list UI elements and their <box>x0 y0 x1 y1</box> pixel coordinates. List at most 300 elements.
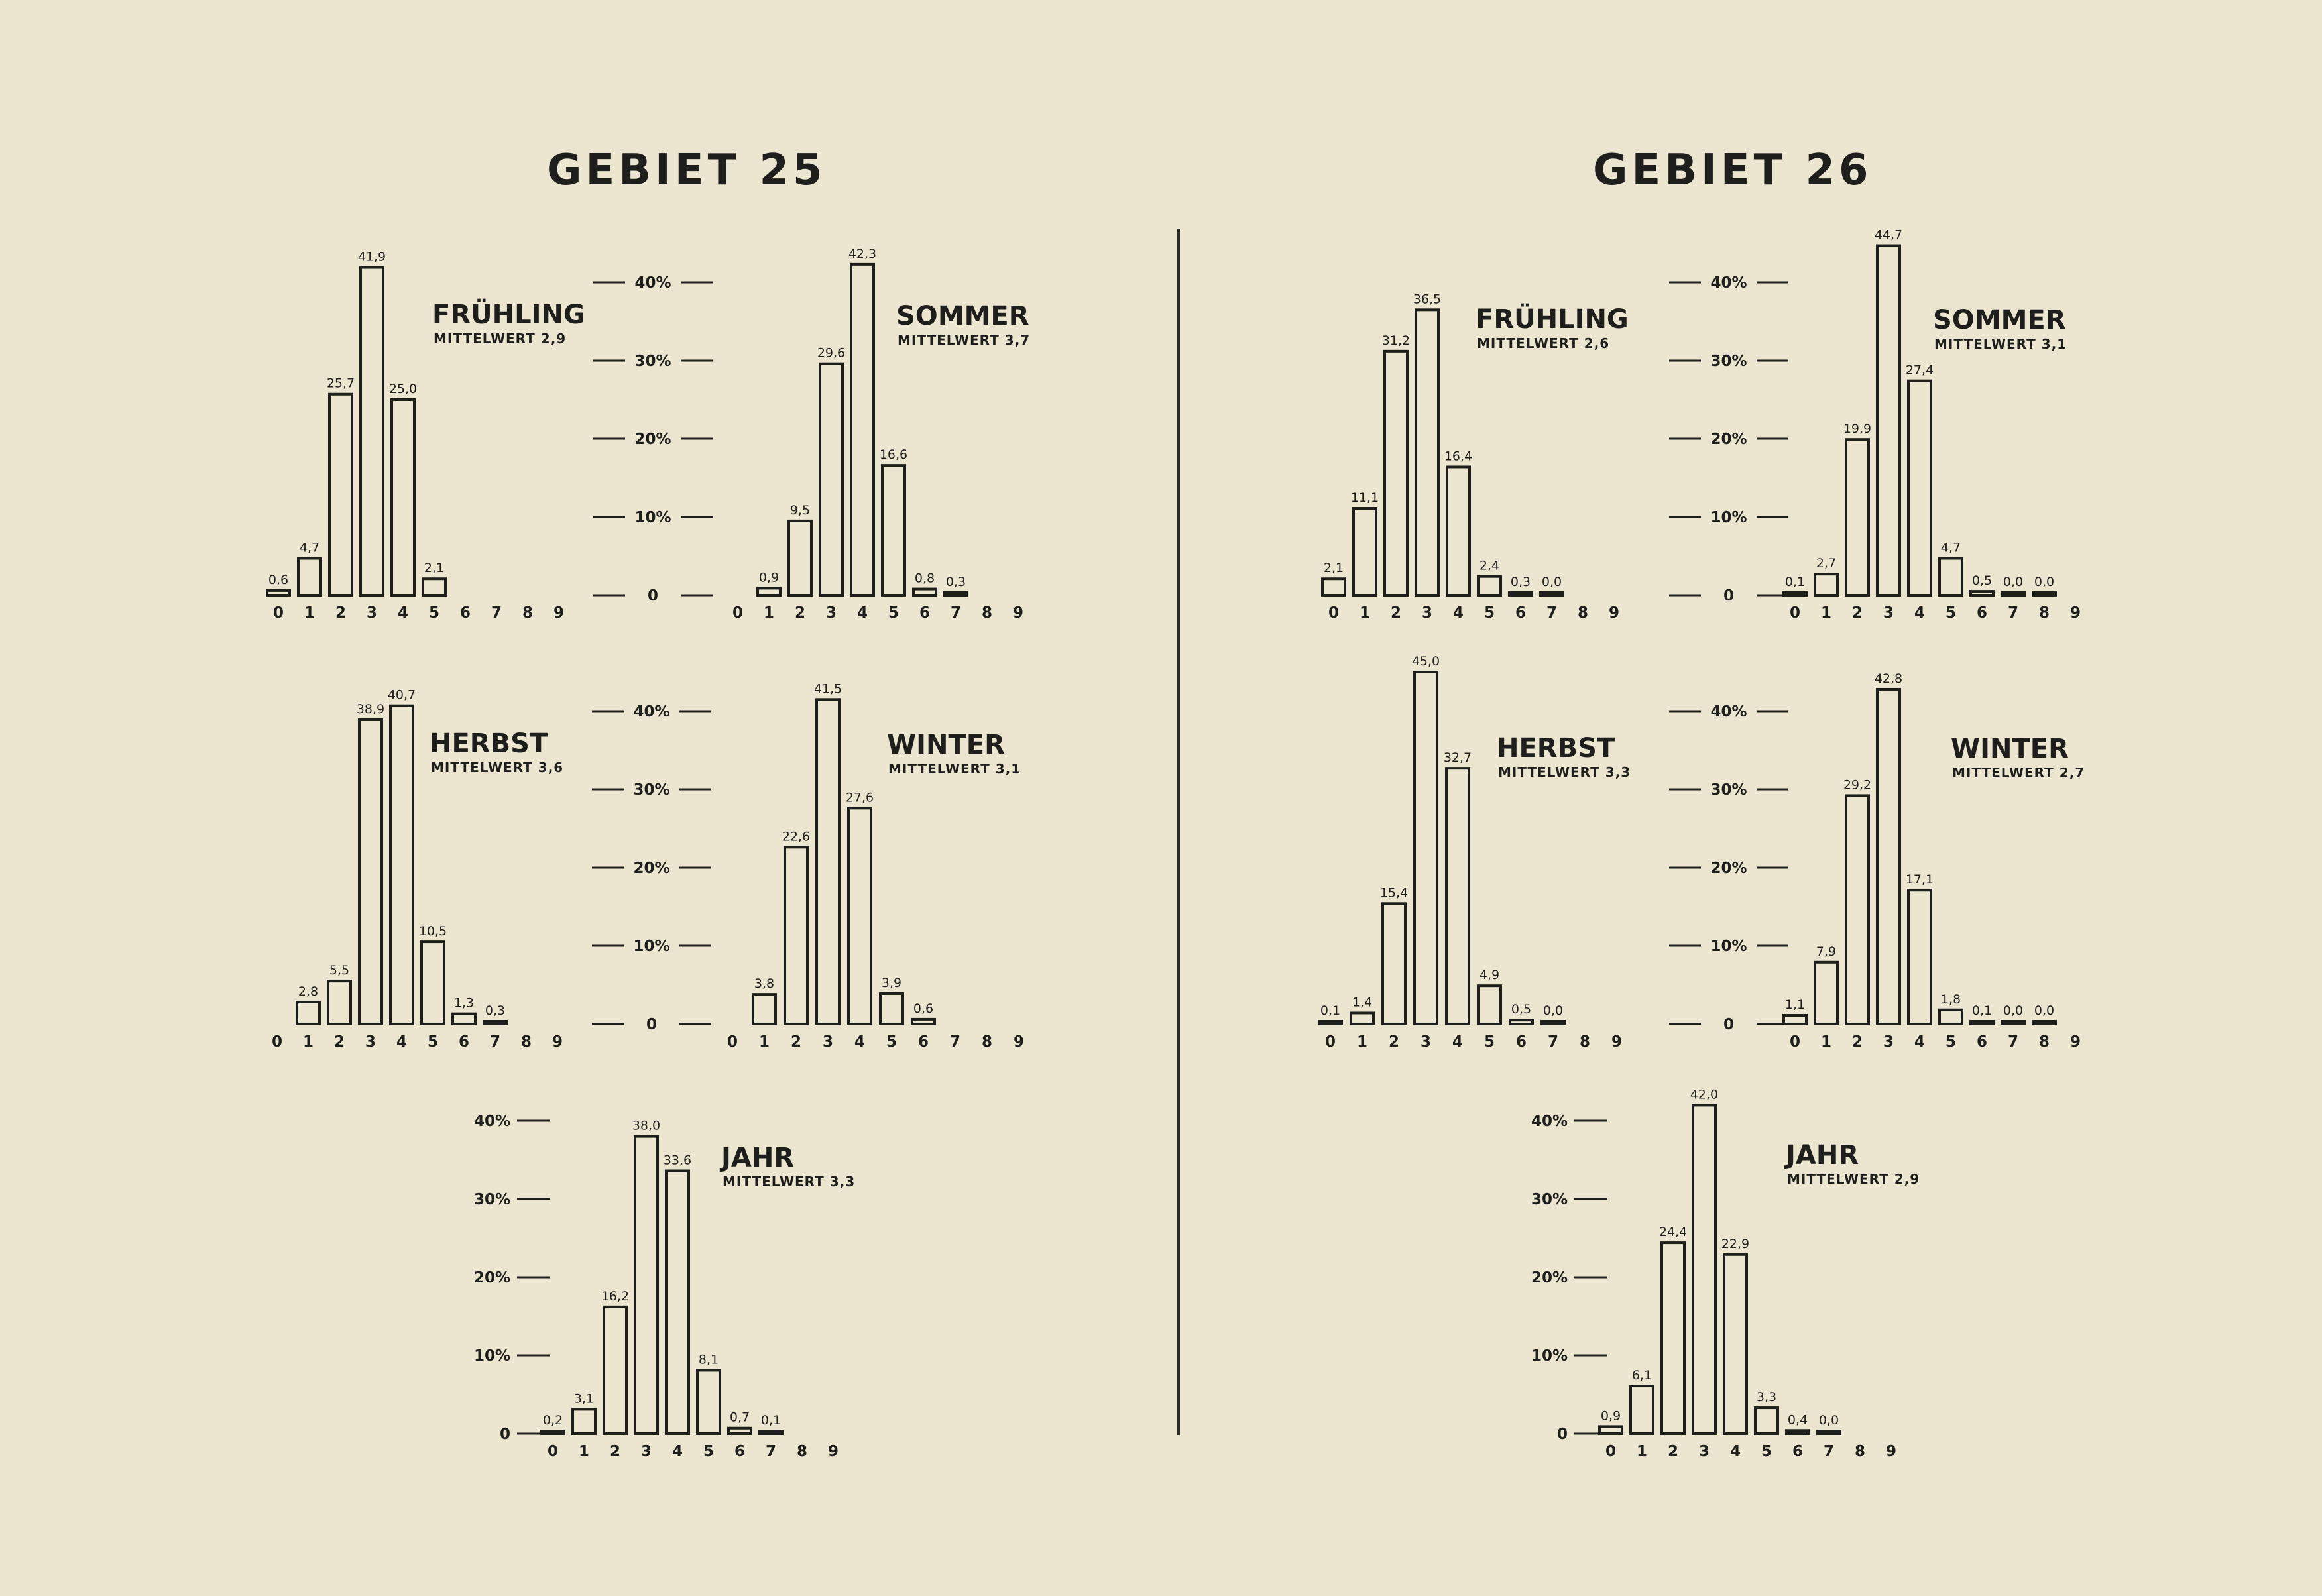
chart-5-bar <box>728 1428 751 1434</box>
chart-6-tick-label: 4 <box>1452 604 1464 622</box>
chart-6-bar <box>1354 508 1376 595</box>
chart-3-bar <box>328 981 351 1024</box>
chart-10-title: JAHR <box>1786 1140 1859 1170</box>
chart-3-subtitle: MITTELWERT 3,6 <box>431 760 564 775</box>
chart-1-bar <box>298 559 321 595</box>
chart-9-bar <box>2033 1021 2056 1024</box>
chart-5-value-label: 38,0 <box>632 1118 661 1133</box>
chart-9-bar <box>1815 962 1837 1024</box>
percent-axis-1-label: 20% <box>634 431 671 448</box>
chart-7-value-label: 0,5 <box>1971 573 1993 589</box>
chart-6-tick-label: 2 <box>1390 604 1402 622</box>
percent-axis-5-label: 40% <box>1710 703 1747 720</box>
chart-1-title: FRÜHLING <box>432 300 585 330</box>
chart-5-tick-label: 0 <box>547 1443 559 1460</box>
chart-4-tick-label: 8 <box>981 1033 993 1051</box>
percent-axis-4-label: 0 <box>1723 587 1735 604</box>
chart-10-tick-label: 3 <box>1698 1443 1710 1460</box>
chart-10-tick-label: 5 <box>1761 1443 1772 1460</box>
chart-10-tick-label: 1 <box>1636 1443 1648 1460</box>
chart-7-bar <box>1908 381 1931 595</box>
chart-7-value-label: 0,0 <box>2003 575 2024 589</box>
chart-9-value-label: 42,8 <box>1874 671 1903 686</box>
chart-5-value-label: 0,2 <box>542 1413 563 1428</box>
chart-9-bar <box>1908 890 1931 1024</box>
chart-7-tick-label: 5 <box>1945 604 1957 622</box>
chart-1-value-label: 4,7 <box>299 540 320 555</box>
chart-3-tick-label: 5 <box>427 1033 439 1051</box>
chart-6-value-label: 11,1 <box>1350 490 1379 506</box>
chart-1-tick-label: 1 <box>304 604 316 622</box>
chart-6-bar <box>1322 579 1345 595</box>
chart-3-tick-label: 8 <box>520 1033 532 1051</box>
chart-10-bar <box>1786 1430 1809 1434</box>
chart-8-tick-label: 8 <box>1579 1033 1591 1051</box>
chart-10-tick-label: 6 <box>1792 1443 1804 1460</box>
chart-5-tick-label: 7 <box>765 1443 777 1460</box>
chart-9-value-label: 1,1 <box>1784 997 1806 1013</box>
chart-8-tick-label: 2 <box>1388 1033 1400 1051</box>
chart-6-bar <box>1416 310 1438 595</box>
chart-8-tick-label: 4 <box>1452 1033 1464 1051</box>
chart-6-value-label: 2,4 <box>1479 558 1500 573</box>
chart-5-tick-label: 6 <box>734 1443 746 1460</box>
chart-7-value-label: 19,9 <box>1843 422 1872 437</box>
chart-4-tick-label: 2 <box>790 1033 802 1051</box>
percent-axis-1-label: 10% <box>634 509 671 526</box>
chart-2-value-label: 42,3 <box>848 246 877 261</box>
chart-2-tick-label: 5 <box>888 604 900 622</box>
chart-5-tick-label: 5 <box>703 1443 715 1460</box>
chart-7-value-label: 4,7 <box>1940 540 1961 555</box>
chart-8-tick-label: 5 <box>1483 1033 1495 1051</box>
chart-9-tick-label: 5 <box>1945 1033 1957 1051</box>
chart-3-value-label: 1,3 <box>453 996 475 1011</box>
chart-5-bar <box>573 1409 595 1434</box>
chart-5-value-label: 16,2 <box>601 1288 630 1304</box>
chart-4-tick-label: 1 <box>758 1033 770 1051</box>
chart-4-value-label: 0,6 <box>913 1001 934 1016</box>
chart-1-value-label: 2,1 <box>424 561 445 576</box>
chart-7-value-label: 0,1 <box>1784 575 1806 589</box>
region-title-gebiet-26: GEBIET 26 <box>1593 146 1873 195</box>
percent-axis-6-label: 30% <box>1531 1191 1568 1208</box>
chart-7-bar <box>1846 439 1869 595</box>
chart-7-tick-label: 3 <box>1883 604 1894 622</box>
chart-6-tick-label: 5 <box>1483 604 1495 622</box>
chart-6-tick-label: 3 <box>1421 604 1433 622</box>
chart-7-bar <box>2002 593 2024 595</box>
chart-2-tick-label: 0 <box>732 604 744 622</box>
chart-6-tick-label: 8 <box>1577 604 1589 622</box>
chart-6-bar <box>1509 593 1532 595</box>
chart-2-value-label: 16,6 <box>879 447 908 463</box>
chart-9-value-label: 29,2 <box>1843 777 1872 793</box>
percent-axis-5-label: 20% <box>1710 860 1747 877</box>
chart-3-tick-label: 0 <box>271 1033 283 1051</box>
chart-4-tick-label: 6 <box>917 1033 929 1051</box>
chart-3-tick-label: 6 <box>458 1033 470 1051</box>
chart-4-bar <box>848 808 871 1024</box>
chart-9-bar <box>1877 689 1900 1024</box>
chart-4-bar <box>880 994 903 1024</box>
chart-2-value-label: 9,5 <box>789 502 811 518</box>
chart-7-title: SOMMER <box>1933 305 2066 335</box>
chart-6-tick-label: 7 <box>1546 604 1558 622</box>
percent-axis-6-label: 10% <box>1531 1347 1568 1365</box>
chart-8-value-label: 4,9 <box>1479 968 1500 983</box>
chart-3-value-label: 38,9 <box>356 701 385 716</box>
chart-10-bar <box>1755 1408 1778 1434</box>
chart-8-value-label: 1,4 <box>1352 995 1373 1010</box>
percent-axis-3-label: 0 <box>499 1426 510 1443</box>
chart-5-value-label: 8,1 <box>698 1352 719 1367</box>
chart-9-value-label: 0,0 <box>2034 1003 2055 1018</box>
chart-9-tick-label: 9 <box>2069 1033 2081 1051</box>
chart-1-value-label: 25,7 <box>326 376 355 391</box>
chart-8-title: HERBST <box>1497 733 1615 764</box>
chart-7-subtitle: MITTELWERT 3,1 <box>1934 336 2067 352</box>
chart-8-bar <box>1415 672 1437 1024</box>
chart-8-tick-label: 3 <box>1420 1033 1432 1051</box>
chart-8-bar <box>1319 1021 1342 1024</box>
chart-7-value-label: 27,4 <box>1905 363 1934 378</box>
chart-10-value-label: 3,3 <box>1756 1390 1777 1405</box>
chart-2-tick-label: 3 <box>825 604 837 622</box>
chart-2-tick-label: 7 <box>950 604 962 622</box>
chart-7-bar <box>1877 246 1900 595</box>
chart-4-bar <box>912 1019 935 1024</box>
chart-8-subtitle: MITTELWERT 3,3 <box>1498 764 1631 780</box>
chart-1-value-label: 25,0 <box>388 382 418 396</box>
chart-3-bar <box>390 706 413 1024</box>
chart-2-tick-label: 2 <box>794 604 806 622</box>
chart-2-bar <box>945 593 967 595</box>
percent-axis-2-label: 10% <box>633 938 670 955</box>
chart-3-tick-label: 7 <box>489 1033 501 1051</box>
chart-10-value-label: 22,9 <box>1721 1236 1750 1251</box>
chart-4-bar <box>817 699 839 1024</box>
chart-5-value-label: 3,1 <box>573 1391 595 1406</box>
chart-9-tick-label: 1 <box>1820 1033 1832 1051</box>
chart-1-tick-label: 2 <box>335 604 347 622</box>
percent-axis-1-label: 40% <box>634 274 671 292</box>
chart-5-value-label: 0,7 <box>729 1410 750 1425</box>
chart-7-tick-label: 0 <box>1789 604 1801 622</box>
chart-5-value-label: 0,1 <box>760 1413 782 1428</box>
chart-8-tick-label: 7 <box>1547 1033 1559 1051</box>
chart-1-bar <box>267 591 290 595</box>
chart-5-tick-label: 2 <box>609 1443 621 1460</box>
chart-5-tick-label: 9 <box>827 1443 839 1460</box>
chart-2-value-label: 0,8 <box>914 571 935 586</box>
chart-3-value-label: 0,3 <box>485 1003 506 1018</box>
chart-3-tick-label: 3 <box>365 1033 377 1051</box>
chart-10-value-label: 0,4 <box>1787 1412 1808 1428</box>
chart-9-value-label: 7,9 <box>1816 944 1837 959</box>
chart-6-tick-label: 9 <box>1608 604 1620 622</box>
chart-5-tick-label: 1 <box>578 1443 590 1460</box>
chart-7-tick-label: 6 <box>1976 604 1988 622</box>
region-title-gebiet-25: GEBIET 25 <box>547 146 827 195</box>
chart-9-bar <box>1846 795 1869 1024</box>
chart-4-value-label: 41,5 <box>813 681 842 697</box>
chart-9-tick-label: 2 <box>1851 1033 1863 1051</box>
chart-2-subtitle: MITTELWERT 3,7 <box>898 332 1031 348</box>
chart-9-tick-label: 7 <box>2007 1033 2019 1051</box>
chart-8-bar <box>1478 986 1501 1024</box>
percent-axis-6-label: 40% <box>1531 1113 1568 1130</box>
chart-4-value-label: 27,6 <box>845 790 874 805</box>
chart-4-tick-label: 9 <box>1013 1033 1025 1051</box>
chart-6-bar <box>1540 593 1563 595</box>
percent-axis-2-label: 30% <box>633 781 670 799</box>
chart-8-tick-label: 1 <box>1356 1033 1368 1051</box>
chart-1-tick-label: 6 <box>459 604 471 622</box>
percent-axis-3-label: 20% <box>473 1269 510 1286</box>
chart-3-title: HERBST <box>430 728 548 759</box>
chart-4-title: WINTER <box>887 730 1005 760</box>
chart-10-bar <box>1818 1431 1840 1434</box>
chart-5-bar <box>666 1171 689 1434</box>
chart-5-title: JAHR <box>721 1143 795 1173</box>
chart-2-bar <box>820 364 842 595</box>
chart-8-value-label: 45,0 <box>1411 654 1440 669</box>
chart-8-value-label: 32,7 <box>1443 750 1472 766</box>
chart-2-tick-label: 1 <box>763 604 775 622</box>
chart-9-title: WINTER <box>1951 734 2069 764</box>
chart-2-bar <box>882 465 905 595</box>
chart-10-tick-label: 2 <box>1667 1443 1679 1460</box>
chart-6-value-label: 31,2 <box>1381 333 1411 348</box>
chart-4-bar <box>753 994 776 1024</box>
chart-4-subtitle: MITTELWERT 3,1 <box>888 761 1021 777</box>
chart-9-bar <box>1940 1010 1962 1024</box>
chart-10-value-label: 42,0 <box>1690 1087 1719 1102</box>
chart-4-value-label: 3,9 <box>881 975 902 990</box>
chart-1-tick-label: 7 <box>491 604 502 622</box>
chart-9-value-label: 1,8 <box>1940 992 1961 1007</box>
percent-axis-4-label: 20% <box>1710 431 1747 448</box>
chart-2-bar <box>913 589 936 595</box>
chart-10-bar <box>1662 1243 1684 1434</box>
chart-6-value-label: 2,1 <box>1323 561 1344 576</box>
chart-3-bar <box>422 942 444 1024</box>
chart-8-value-label: 0,0 <box>1542 1003 1564 1018</box>
chart-6-bar <box>1478 577 1501 595</box>
chart-6-value-label: 0,3 <box>1510 575 1531 589</box>
chart-1-tick-label: 5 <box>428 604 440 622</box>
chart-2-value-label: 0,3 <box>945 575 966 589</box>
chart-3-bar <box>453 1014 475 1024</box>
chart-10-bar <box>1631 1386 1653 1434</box>
chart-8-bar <box>1542 1021 1564 1024</box>
chart-9-bar <box>1971 1021 1993 1024</box>
chart-6-subtitle: MITTELWERT 2,6 <box>1477 335 1610 351</box>
chart-2-title: SOMMER <box>896 301 1029 331</box>
chart-8-value-label: 15,4 <box>1379 885 1409 901</box>
chart-1-bar <box>329 394 352 595</box>
percent-axis-1-label: 30% <box>634 353 671 370</box>
chart-2-value-label: 0,9 <box>758 570 780 585</box>
chart-4-value-label: 22,6 <box>782 829 811 844</box>
percent-axis-2-label: 0 <box>646 1016 658 1033</box>
chart-9-value-label: 17,1 <box>1905 872 1934 887</box>
chart-1-tick-label: 0 <box>272 604 284 622</box>
chart-9-tick-label: 4 <box>1914 1033 1926 1051</box>
chart-3-tick-label: 1 <box>302 1033 314 1051</box>
chart-1-bar <box>392 400 414 595</box>
chart-6-title: FRÜHLING <box>1476 304 1629 335</box>
percent-axis-2-label: 40% <box>633 703 670 720</box>
chart-7-value-label: 2,7 <box>1816 556 1837 571</box>
chart-6-tick-label: 0 <box>1328 604 1340 622</box>
chart-10-tick-label: 0 <box>1605 1443 1617 1460</box>
chart-6-bar <box>1385 351 1407 595</box>
chart-9-subtitle: MITTELWERT 2,7 <box>1952 765 2085 781</box>
chart-3-value-label: 10,5 <box>418 924 447 939</box>
chart-5-bar <box>697 1370 720 1434</box>
chart-8-tick-label: 9 <box>1611 1033 1623 1051</box>
chart-9-value-label: 0,1 <box>1971 1003 1993 1018</box>
percent-axis-6-label: 0 <box>1556 1426 1568 1443</box>
chart-9-bar <box>1784 1015 1806 1024</box>
chart-9-tick-label: 0 <box>1789 1033 1801 1051</box>
chart-5-tick-label: 8 <box>796 1443 808 1460</box>
chart-6-value-label: 16,4 <box>1444 449 1473 464</box>
percent-axis-5-label: 10% <box>1710 938 1747 955</box>
chart-2-bar <box>851 264 874 595</box>
chart-10-value-label: 0,9 <box>1600 1408 1621 1424</box>
chart-7-value-label: 44,7 <box>1874 227 1903 243</box>
chart-1-tick-label: 8 <box>522 604 534 622</box>
chart-2-bar <box>758 588 780 595</box>
chart-7-tick-label: 7 <box>2007 604 2019 622</box>
chart-4-tick-label: 0 <box>726 1033 738 1051</box>
chart-7-tick-label: 2 <box>1851 604 1863 622</box>
chart-5-value-label: 33,6 <box>663 1153 692 1168</box>
chart-3-tick-label: 9 <box>551 1033 563 1051</box>
percent-axis-5-label: 0 <box>1723 1016 1735 1033</box>
chart-5-bar <box>760 1431 782 1434</box>
chart-2-value-label: 29,6 <box>817 345 846 361</box>
chart-8-tick-label: 6 <box>1515 1033 1527 1051</box>
chart-7-tick-label: 8 <box>2038 604 2050 622</box>
chart-4-bar <box>785 847 807 1024</box>
chart-10-tick-label: 8 <box>1854 1443 1866 1460</box>
percent-axis-2-label: 20% <box>633 860 670 877</box>
chart-10-value-label: 6,1 <box>1631 1368 1653 1383</box>
chart-8-value-label: 0,1 <box>1320 1003 1341 1018</box>
chart-10-bar <box>1724 1255 1747 1434</box>
chart-9-value-label: 0,0 <box>2003 1003 2024 1018</box>
chart-3-value-label: 2,8 <box>298 984 319 999</box>
chart-3-bar <box>359 720 382 1024</box>
chart-3-value-label: 40,7 <box>387 687 416 703</box>
chart-6-tick-label: 1 <box>1359 604 1371 622</box>
chart-2-tick-label: 8 <box>981 604 993 622</box>
chart-3-value-label: 5,5 <box>329 963 350 978</box>
chart-9-tick-label: 6 <box>1976 1033 1988 1051</box>
chart-4-tick-label: 3 <box>822 1033 834 1051</box>
percent-axis-6-label: 20% <box>1531 1269 1568 1286</box>
chart-6-tick-label: 6 <box>1515 604 1527 622</box>
chart-2-bar <box>789 521 811 595</box>
chart-8-bar <box>1446 768 1469 1024</box>
chart-1-tick-label: 9 <box>553 604 565 622</box>
chart-9-tick-label: 3 <box>1883 1033 1894 1051</box>
chart-7-bar <box>1971 591 1993 595</box>
percent-axis-4-label: 10% <box>1710 509 1747 526</box>
chart-6-bar <box>1447 467 1470 595</box>
chart-10-subtitle: MITTELWERT 2,9 <box>1787 1171 1920 1187</box>
chart-5-subtitle: MITTELWERT 3,3 <box>723 1174 856 1190</box>
chart-7-tick-label: 9 <box>2069 604 2081 622</box>
chart-7-bar <box>2033 593 2056 595</box>
chart-5-bar <box>635 1137 658 1434</box>
chart-2-tick-label: 9 <box>1012 604 1024 622</box>
chart-1-value-label: 0,6 <box>268 572 289 587</box>
percent-axis-4-label: 40% <box>1710 274 1747 292</box>
chart-4-value-label: 3,8 <box>754 976 775 992</box>
chart-4-tick-label: 5 <box>886 1033 898 1051</box>
chart-3-bar <box>297 1002 319 1024</box>
percent-axis-3-label: 40% <box>473 1113 510 1130</box>
chart-7-tick-label: 4 <box>1914 604 1926 622</box>
chart-1-tick-label: 3 <box>366 604 378 622</box>
chart-3-tick-label: 4 <box>396 1033 408 1051</box>
chart-10-value-label: 24,4 <box>1658 1225 1688 1240</box>
chart-3-bar <box>484 1021 506 1024</box>
chart-8-tick-label: 0 <box>1324 1033 1336 1051</box>
chart-5-tick-label: 3 <box>640 1443 652 1460</box>
chart-1-tick-label: 4 <box>397 604 409 622</box>
percent-axis-5-label: 30% <box>1710 781 1747 799</box>
chart-10-value-label: 0,0 <box>1818 1413 1839 1428</box>
chart-8-value-label: 0,5 <box>1511 1002 1532 1017</box>
chart-7-tick-label: 1 <box>1820 604 1832 622</box>
chart-1-subtitle: MITTELWERT 2,9 <box>434 331 567 347</box>
chart-2-tick-label: 4 <box>856 604 868 622</box>
chart-1-bar <box>423 579 445 595</box>
chart-7-value-label: 0,0 <box>2034 575 2055 589</box>
chart-9-tick-label: 8 <box>2038 1033 2050 1051</box>
chart-7-bar <box>1940 559 1962 595</box>
chart-3-tick-label: 2 <box>333 1033 345 1051</box>
percent-axis-3-label: 30% <box>473 1191 510 1208</box>
chart-10-bar <box>1599 1426 1622 1434</box>
chart-5-tick-label: 4 <box>671 1443 683 1460</box>
percent-axis-3-label: 10% <box>473 1347 510 1365</box>
chart-1-value-label: 41,9 <box>357 249 386 264</box>
chart-4-tick-label: 7 <box>949 1033 961 1051</box>
chart-6-value-label: 36,5 <box>1413 292 1442 307</box>
chart-2-tick-label: 6 <box>919 604 931 622</box>
chart-5-bar <box>604 1307 626 1434</box>
percent-axis-4-label: 30% <box>1710 353 1747 370</box>
chart-10-tick-label: 4 <box>1729 1443 1741 1460</box>
chart-4-tick-label: 4 <box>854 1033 866 1051</box>
chart-8-bar <box>1383 903 1405 1024</box>
chart-9-bar <box>2002 1021 2024 1024</box>
chart-10-tick-label: 9 <box>1885 1443 1897 1460</box>
chart-8-bar <box>1351 1013 1373 1024</box>
chart-10-tick-label: 7 <box>1823 1443 1835 1460</box>
chart-1-bar <box>361 268 383 595</box>
percent-axis-1-label: 0 <box>647 587 659 604</box>
chart-10-bar <box>1693 1105 1715 1434</box>
chart-8-bar <box>1510 1020 1533 1024</box>
